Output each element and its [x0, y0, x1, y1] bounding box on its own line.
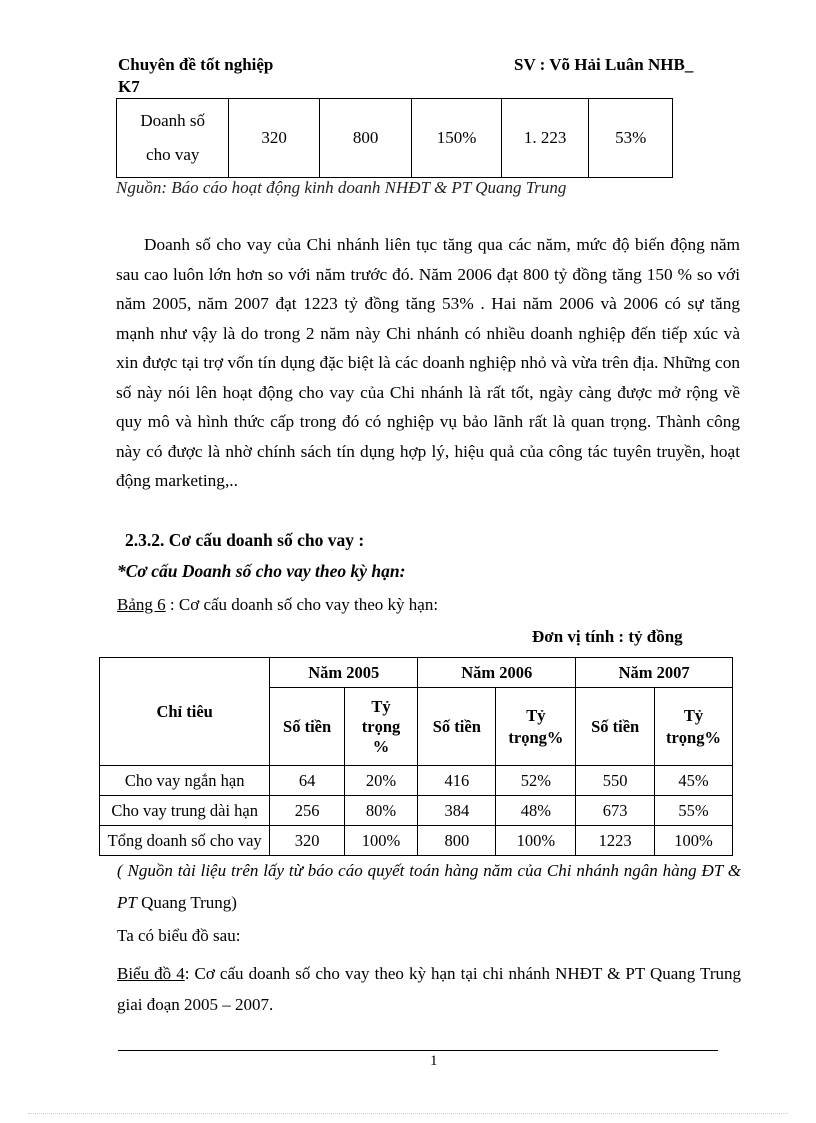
sub-amount: Số tiền — [576, 688, 655, 766]
sub-share — [344, 688, 417, 766]
cell: 20% — [344, 766, 417, 796]
cell: 100% — [496, 826, 576, 856]
sub-share-line: Tỷ — [526, 705, 546, 725]
table-caption-text: : Cơ cấu doanh số cho vay theo kỳ hạn: — [165, 595, 439, 614]
sub-share-line: trọng% — [508, 727, 564, 747]
source-note-main — [117, 855, 741, 919]
cell: 256 — [270, 796, 345, 826]
chart-caption — [117, 958, 741, 1020]
paragraph-text: Doanh số cho vay của Chi nhánh liên tục tăng qua các năm, mức độ biến động năm sau cao luôn lớn hơn so với năm trước đó. Năm 2006 đạt 800 tỷ đồng tăng 150 % so với năm 2005, năm 2007 đạt 1223 tỷ đồng tăng 53% . Hai năm 2006 và 2006 có sự tăng mạnh như vậy là do trong 2 năm này Chi nhánh có nhiều doanh nghiệp đến tiếp xúc và xin được tại trợ vốn tín dụng đặc biệt là các doanh nghiệp nhỏ và vừa trên địa. Những con số này nói lên hoạt động cho vay của Chi nhánh là rất tốt, ngày càng được mở rộng về quy mô và hình thức cấp trong đó có nghiệp vụ bảo lãnh rất là quan trọng. Thành công này có được là nhờ chính sách tín dụng hợp lý, hiệu quả của công tác tuyên truyền, hoạt động marketing,.. — [116, 235, 740, 490]
table-row — [100, 826, 733, 856]
year-header: Năm 2006 — [418, 658, 576, 688]
chart-caption-label: Biểu đồ 4 — [117, 964, 185, 983]
section-title: 2.3.2. Cơ cấu doanh số cho vay : — [125, 530, 365, 550]
unit-label: Đơn vị tính : tỷ đồng — [532, 627, 683, 646]
year-header: Năm 2007 — [576, 658, 733, 688]
loan-structure-table — [99, 657, 733, 856]
source-note-top: Nguồn: Báo cáo hoạt động kinh doanh NHĐT & PT Quang Trung — [116, 178, 567, 197]
header-student: SV : Võ Hải Luân NHB_ — [514, 55, 694, 74]
top-table — [116, 98, 673, 178]
year-header: Năm 2005 — [270, 658, 418, 688]
page-edge-line — [28, 1113, 788, 1114]
row-label: Tổng doanh số cho vay — [100, 826, 270, 856]
subsection-title: *Cơ cấu Doanh số cho vay theo kỳ hạn: — [117, 561, 406, 581]
sub-share-line: % — [372, 736, 390, 756]
table-row — [100, 796, 733, 826]
cell: 800 — [418, 826, 496, 856]
sub-amount: Số tiền — [418, 688, 496, 766]
cell: 64 — [270, 766, 345, 796]
cell: 55% — [654, 796, 732, 826]
cell: 100% — [654, 826, 732, 856]
page-number: 1 — [430, 1053, 438, 1069]
top-table-label — [117, 99, 229, 178]
cell: 1223 — [576, 826, 655, 856]
table-caption — [117, 595, 438, 615]
row-label: Cho vay ngắn hạn — [100, 766, 270, 796]
header-title: Chuyên đề tốt nghiệp — [118, 55, 274, 74]
cell: 416 — [418, 766, 496, 796]
top-label-line1: Doanh số — [140, 111, 206, 130]
top-cell: 320 — [229, 99, 319, 178]
sub-share-line: trọng — [361, 716, 401, 736]
top-label-line2: cho vay — [146, 145, 200, 164]
top-cell: 800 — [319, 99, 411, 178]
source-note-main-italic: ( Nguồn tài liệu trên lấy từ báo cáo quyết toán hàng năm của Chi nhánh ngân hàng ĐT & PT — [117, 861, 741, 912]
chart-caption-text: : Cơ cấu doanh số cho vay theo kỳ hạn tại chi nhánh NHĐT & PT Quang Trung giai đoạn 2005 – 2007. — [117, 964, 742, 1014]
cell: 100% — [344, 826, 417, 856]
sub-share — [496, 688, 576, 766]
col-indicator: Chỉ tiêu — [100, 658, 270, 766]
table-row — [100, 766, 733, 796]
top-cell: 53% — [589, 99, 673, 178]
footer-divider — [118, 1050, 718, 1051]
cell: 48% — [496, 796, 576, 826]
table-caption-label: Bảng 6 — [117, 595, 166, 614]
cell: 673 — [576, 796, 655, 826]
chart-intro: Ta có biểu đồ sau: — [117, 926, 241, 945]
header-class: K7 — [118, 77, 140, 96]
body-paragraph — [116, 230, 740, 496]
source-note-main-plain: Quang Trung) — [136, 893, 237, 912]
cell: 320 — [270, 826, 345, 856]
top-cell: 1. 223 — [501, 99, 588, 178]
cell: 550 — [576, 766, 655, 796]
sub-share-line: Tỷ — [683, 705, 704, 725]
cell: 52% — [496, 766, 576, 796]
sub-share-line: Tỷ — [371, 696, 391, 716]
sub-amount: Số tiền — [270, 688, 345, 766]
cell: 45% — [654, 766, 732, 796]
cell: 384 — [418, 796, 496, 826]
row-label: Cho vay trung dài hạn — [100, 796, 270, 826]
top-cell: 150% — [412, 99, 502, 178]
sub-share — [654, 688, 732, 766]
cell: 80% — [344, 796, 417, 826]
sub-share-line: trọng% — [665, 727, 721, 747]
